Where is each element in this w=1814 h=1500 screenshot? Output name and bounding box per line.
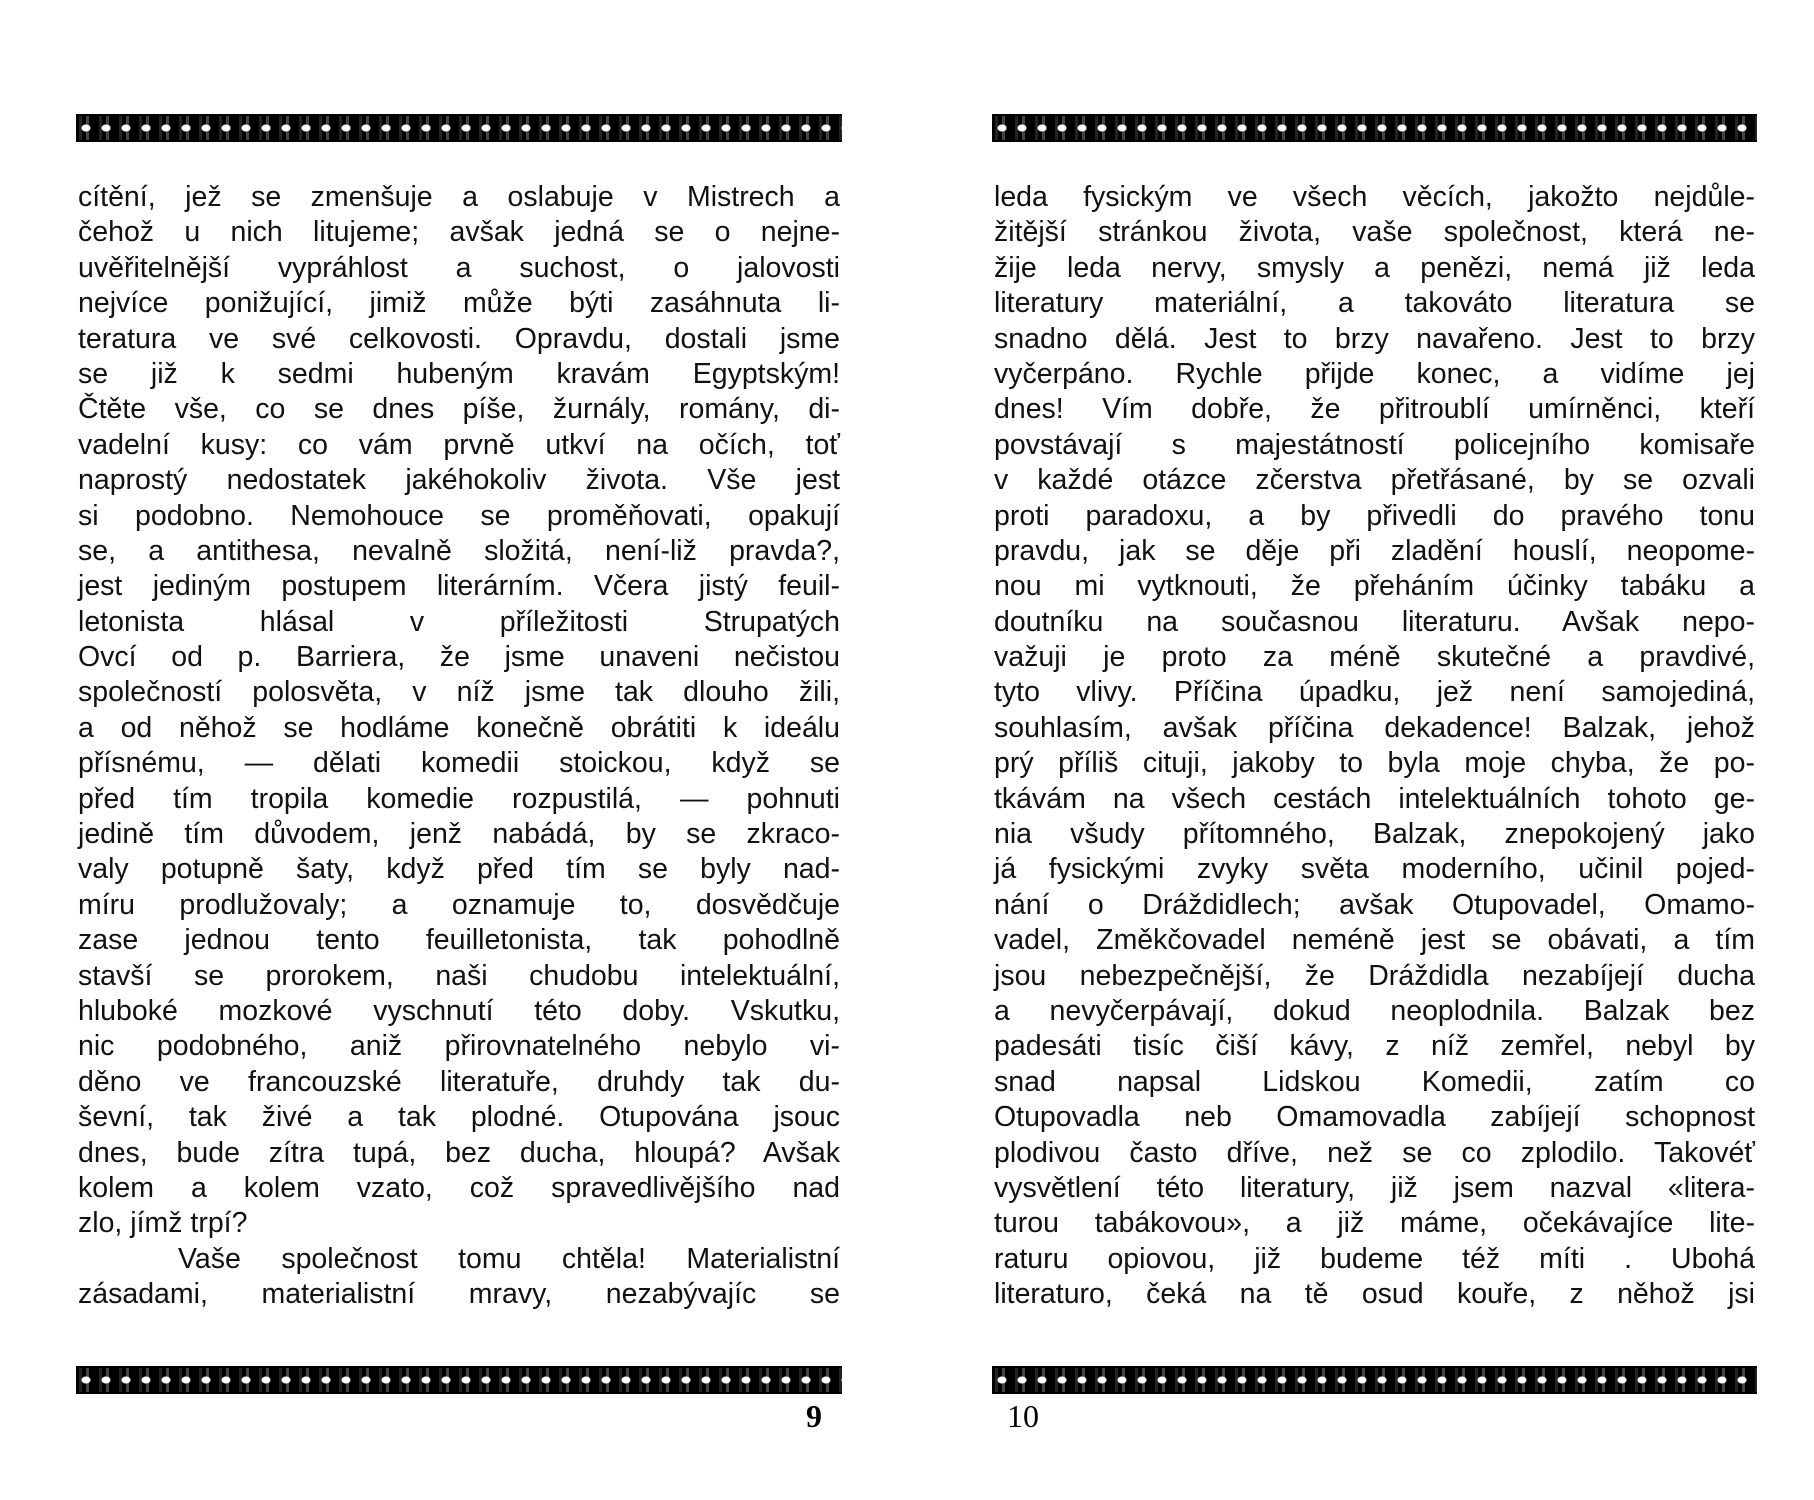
page-number: 10 — [1007, 1398, 1039, 1434]
text-line: pravdu, jak se děje při zladění houslí, neopome- — [994, 534, 1755, 567]
text-line: před tím tropila komedie rozpustilá, — pohnuti — [78, 782, 840, 815]
text-line: literatury materiální, a takováto literatura se — [994, 287, 1755, 320]
text-line: leda fysickým ve všech věcích, jakožto nejdůle- — [994, 181, 1755, 213]
right-text-block — [994, 180, 1755, 1313]
text-line: vadelní kusy: co vám prvně utkví na očích, toť — [78, 428, 840, 461]
text-line: vyčerpáno. Rychle přijde konec, a vidíme jej — [994, 357, 1755, 390]
text-line: já fysickými zvyky světa moderního, učinil pojed- — [994, 853, 1755, 886]
text-line: souhlasím, avšak příčina dekadence! Balzak, jehož — [994, 711, 1755, 744]
text-line: cítění, jež se zmenšuje a oslabuje v Mistrech a — [78, 181, 840, 213]
text-line: snadno dělá. Jest to brzy navařeno. Jest to brzy — [994, 322, 1755, 355]
text-line: zásadami, materialistní mravy, nezabývajíc se — [78, 1278, 840, 1311]
text-line: společností polosvěta, v níž jsme tak dlouho žili, — [78, 676, 840, 709]
text-line: se již k sedmi hubeným kravám Egyptským! — [78, 357, 840, 390]
page-number: 9 — [806, 1398, 822, 1434]
text-line: povstávají s majestátností policejního komisaře — [994, 428, 1755, 461]
text-line: naprostý nedostatek jakéhokoliv života. Vše jest — [78, 464, 840, 497]
text-line: jedině tím důvodem, jenž nabádá, by se zkraco- — [78, 818, 840, 851]
text-line: čehož u nich litujeme; avšak jedná se o nejne- — [78, 216, 840, 249]
text-line: a nevyčerpávají, dokud neoplodnila. Balzak bez — [994, 994, 1755, 1027]
text-line: děno ve francouzské literatuře, druhdy tak du- — [78, 1065, 840, 1098]
text-line: žitější stránkou života, vaše společnost, která ne- — [994, 216, 1755, 249]
text-line: dnes, bude zítra tupá, bez ducha, hloupá? Avšak — [78, 1136, 840, 1169]
text-line: vadel, Změkčovadel neméně jest se obávati, a tím — [994, 924, 1755, 957]
text-line: žije leda nervy, smysly a penězi, nemá již leda — [994, 251, 1755, 284]
text-line: Čtěte vše, co se dnes píše, žurnály, romány, di- — [78, 393, 840, 426]
text-line: zase jednou tento feuilletonista, tak pohodlně — [78, 924, 840, 957]
text-line: a od něhož se hodláme konečně obrátiti k ideálu — [78, 711, 840, 744]
text-line: nic podobného, aniž přirovnatelného nebylo vi- — [78, 1030, 840, 1063]
text-line: Vaše společnost tomu chtěla! Materialistní — [178, 1242, 840, 1275]
text-line: nání o Dráždidlech; avšak Otupovadel, Omamo- — [994, 888, 1755, 921]
bottom-ornament-border — [76, 1366, 842, 1394]
text-line: jsou nebezpečnější, že Dráždidla nezabíjejí ducha — [994, 959, 1755, 992]
text-line: Ovcí od p. Barriera, že jsme unaveni nečistou — [78, 641, 840, 674]
text-line: prý příliš cituji, jakoby to byla moje chyba, že po- — [994, 747, 1755, 780]
text-line: si podobno. Nemohouce se proměňovati, opakují — [78, 499, 840, 532]
text-line: teratura ve své celkovosti. Opravdu, dostali jsme — [78, 322, 840, 355]
text-line: nejvíce ponižující, jimiž může býti zasáhnuta li- — [78, 287, 840, 320]
text-line: nia všudy přítomného, Balzak, znepokojený jako — [994, 818, 1755, 851]
text-line: literaturo, čeká na tě osud kouře, z něhož jsi — [994, 1278, 1755, 1311]
text-line: letonista hlásal v příležitosti Strupatých — [78, 605, 840, 638]
text-line: kolem a kolem vzato, což spravedlivějšího nad — [78, 1171, 840, 1204]
text-line: Otupovadla neb Omamovadla zabíjejí schopnost — [994, 1101, 1755, 1134]
text-line: dnes! Vím dobře, že přitroublí umírněnci, kteří — [994, 393, 1755, 426]
text-line: míru prodlužovaly; a oznamuje to, dosvědčuje — [78, 888, 840, 921]
text-line: tyto vlivy. Příčina úpadku, jež není samojediná, — [994, 676, 1755, 709]
left-text-block — [78, 180, 840, 1313]
text-line: stavší se prorokem, naši chudobu intelektuální, — [78, 959, 840, 992]
text-line: se, a antithesa, nevalně složitá, není-liž pravda?, — [78, 534, 840, 567]
top-ornament-border — [992, 114, 1757, 142]
text-line: raturu opiovou, již budeme též míti . Ubohá — [994, 1242, 1755, 1275]
text-line: proti paradoxu, a by přivedli do pravého tonu — [994, 499, 1755, 532]
text-line: plodivou často dříve, než se co zplodilo. Takovéť — [994, 1136, 1755, 1169]
top-ornament-border — [76, 114, 842, 142]
text-line: tkávám na všech cestách intelektuálních tohoto ge- — [994, 782, 1755, 815]
text-line: zlo, jímž trpí? — [78, 1207, 248, 1240]
text-line: ševní, tak živé a tak plodné. Otupována jsouc — [78, 1101, 840, 1134]
text-line: vysvětlení této literatury, již jsem nazval «litera- — [994, 1171, 1755, 1204]
text-line: doutníku na současnou literaturu. Avšak nepo- — [994, 605, 1755, 638]
text-line: hluboké mozkové vyschnutí této doby. Vskutku, — [78, 994, 840, 1027]
text-line: turou tabákovou», a již máme, očekávajíce lite- — [994, 1207, 1755, 1240]
text-line: přísnému, — dělati komedii stoickou, když se — [78, 747, 840, 780]
text-line: padesáti tisíc čiší kávy, z níž zemřel, nebyl by — [994, 1030, 1755, 1063]
text-line: valy potupně šaty, když před tím se byly nad- — [78, 853, 840, 886]
text-line: važuji je proto za méně skutečné a pravdivé, — [994, 641, 1755, 674]
text-line: v každé otázce zčerstva přetřásané, by se ozvali — [994, 464, 1755, 497]
bottom-ornament-border — [992, 1366, 1757, 1394]
right-page — [907, 0, 1814, 1500]
text-line: uvěřitelnější vypráhlost a suchost, o jalovosti — [78, 251, 840, 284]
text-line: snad napsal Lidskou Komedii, zatím co — [994, 1065, 1755, 1098]
text-line: jest jediným postupem literárním. Včera jistý feuil- — [78, 570, 840, 603]
text-line: nou mi vytknouti, že přeháním účinky tabáku a — [994, 570, 1755, 603]
